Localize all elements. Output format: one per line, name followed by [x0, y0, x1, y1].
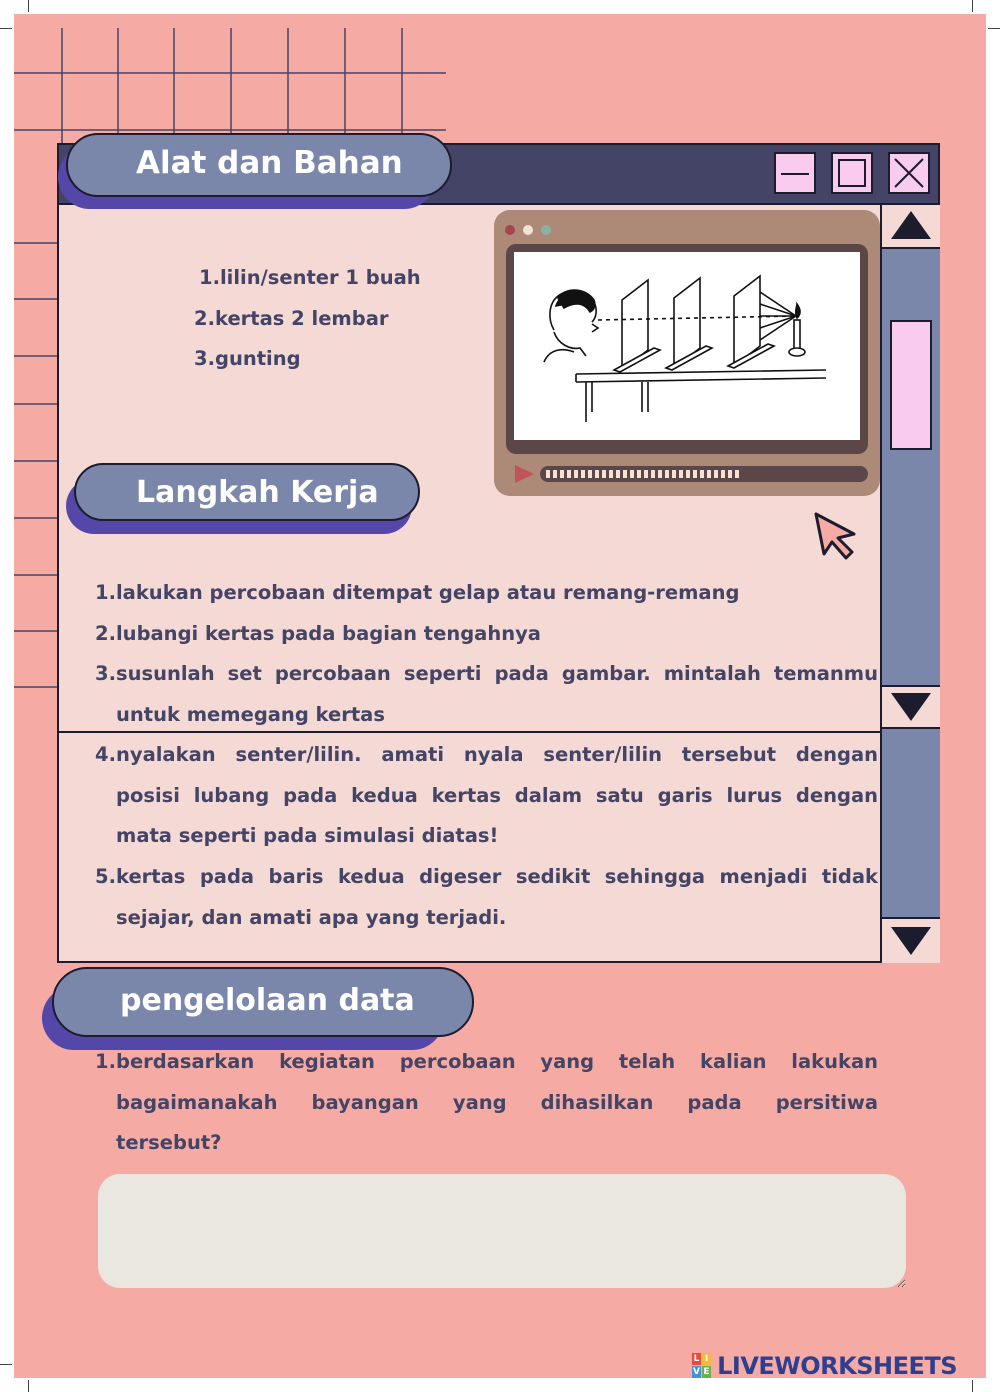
cursor-icon	[810, 510, 864, 566]
video-progress-bar[interactable]	[540, 466, 868, 482]
liveworksheets-logo	[692, 1352, 957, 1382]
close-icon	[890, 154, 928, 192]
crop-mark	[28, 0, 29, 12]
maximize-button[interactable]	[831, 152, 873, 194]
answer-input[interactable]	[98, 1174, 906, 1288]
crop-mark	[988, 28, 1000, 29]
logo-mark: L I V E	[693, 1354, 710, 1377]
data-title: pengelolaan data	[120, 983, 415, 1018]
steps-title: Langkah Kerja	[136, 475, 379, 510]
video-player[interactable]	[494, 210, 880, 496]
video-screen	[506, 244, 868, 454]
scroll-down-button-2[interactable]	[882, 917, 940, 963]
scroll-up-button[interactable]	[882, 205, 940, 249]
maximize-icon	[833, 154, 871, 192]
crop-mark	[972, 0, 973, 12]
crop-mark	[0, 1364, 12, 1365]
window-dots-icon	[500, 218, 560, 240]
scroll-thumb[interactable]	[890, 320, 932, 450]
crop-mark	[28, 1380, 29, 1392]
tools-title: Alat dan Bahan	[136, 145, 403, 181]
scroll-down-button[interactable]	[882, 685, 940, 729]
triangle-up-icon	[882, 205, 940, 247]
triangle-down-icon	[882, 919, 940, 963]
play-icon[interactable]	[512, 463, 536, 485]
divider	[59, 731, 880, 733]
experiment-illustration	[514, 252, 860, 440]
crop-mark	[0, 28, 12, 29]
minimize-button[interactable]	[774, 152, 816, 194]
minimize-icon	[776, 154, 814, 192]
steps-section-header	[74, 463, 420, 521]
worksheet-page: Alat dan Bahan 1. lilin/senter 1 buah 2. kertas 2 lembar 3. gunting Langkah Kerja 1. lakukan percobaan ditempat gelap atau remang-remang 2. lubangi kertas pada bagian tengahnya 3. susunlah set percobaan seperti pada gambar. mintalah temanmu untuk memegang kertas 4. nyalakan senter/lilin. amati nyala senter/lilin tersebut dengan posisi lubang pada kedua kertas dalam satu garis lurus dengan mata seperti pada simulasi diatas! 5. kertas pada baris kedua digeser sedikit sehingga menjadi tidak sejajar, dan amati apa yang terjadi. pengelolaan data 1. berdasarkan kegiatan percobaan yang telah kalian lakukan bagaimanakah bayangan yang dihasilkan pada persitiwa tersebut?	[14, 14, 986, 1378]
tools-section-header	[66, 133, 452, 197]
data-section-header	[52, 967, 474, 1037]
window-scrollbar[interactable]	[880, 205, 940, 963]
logo-text: LIVEWORKSHEETS	[717, 1352, 958, 1380]
close-button[interactable]	[888, 152, 930, 194]
crop-mark	[972, 1380, 973, 1392]
progress-fill	[546, 466, 756, 482]
triangle-down-icon	[882, 687, 940, 727]
